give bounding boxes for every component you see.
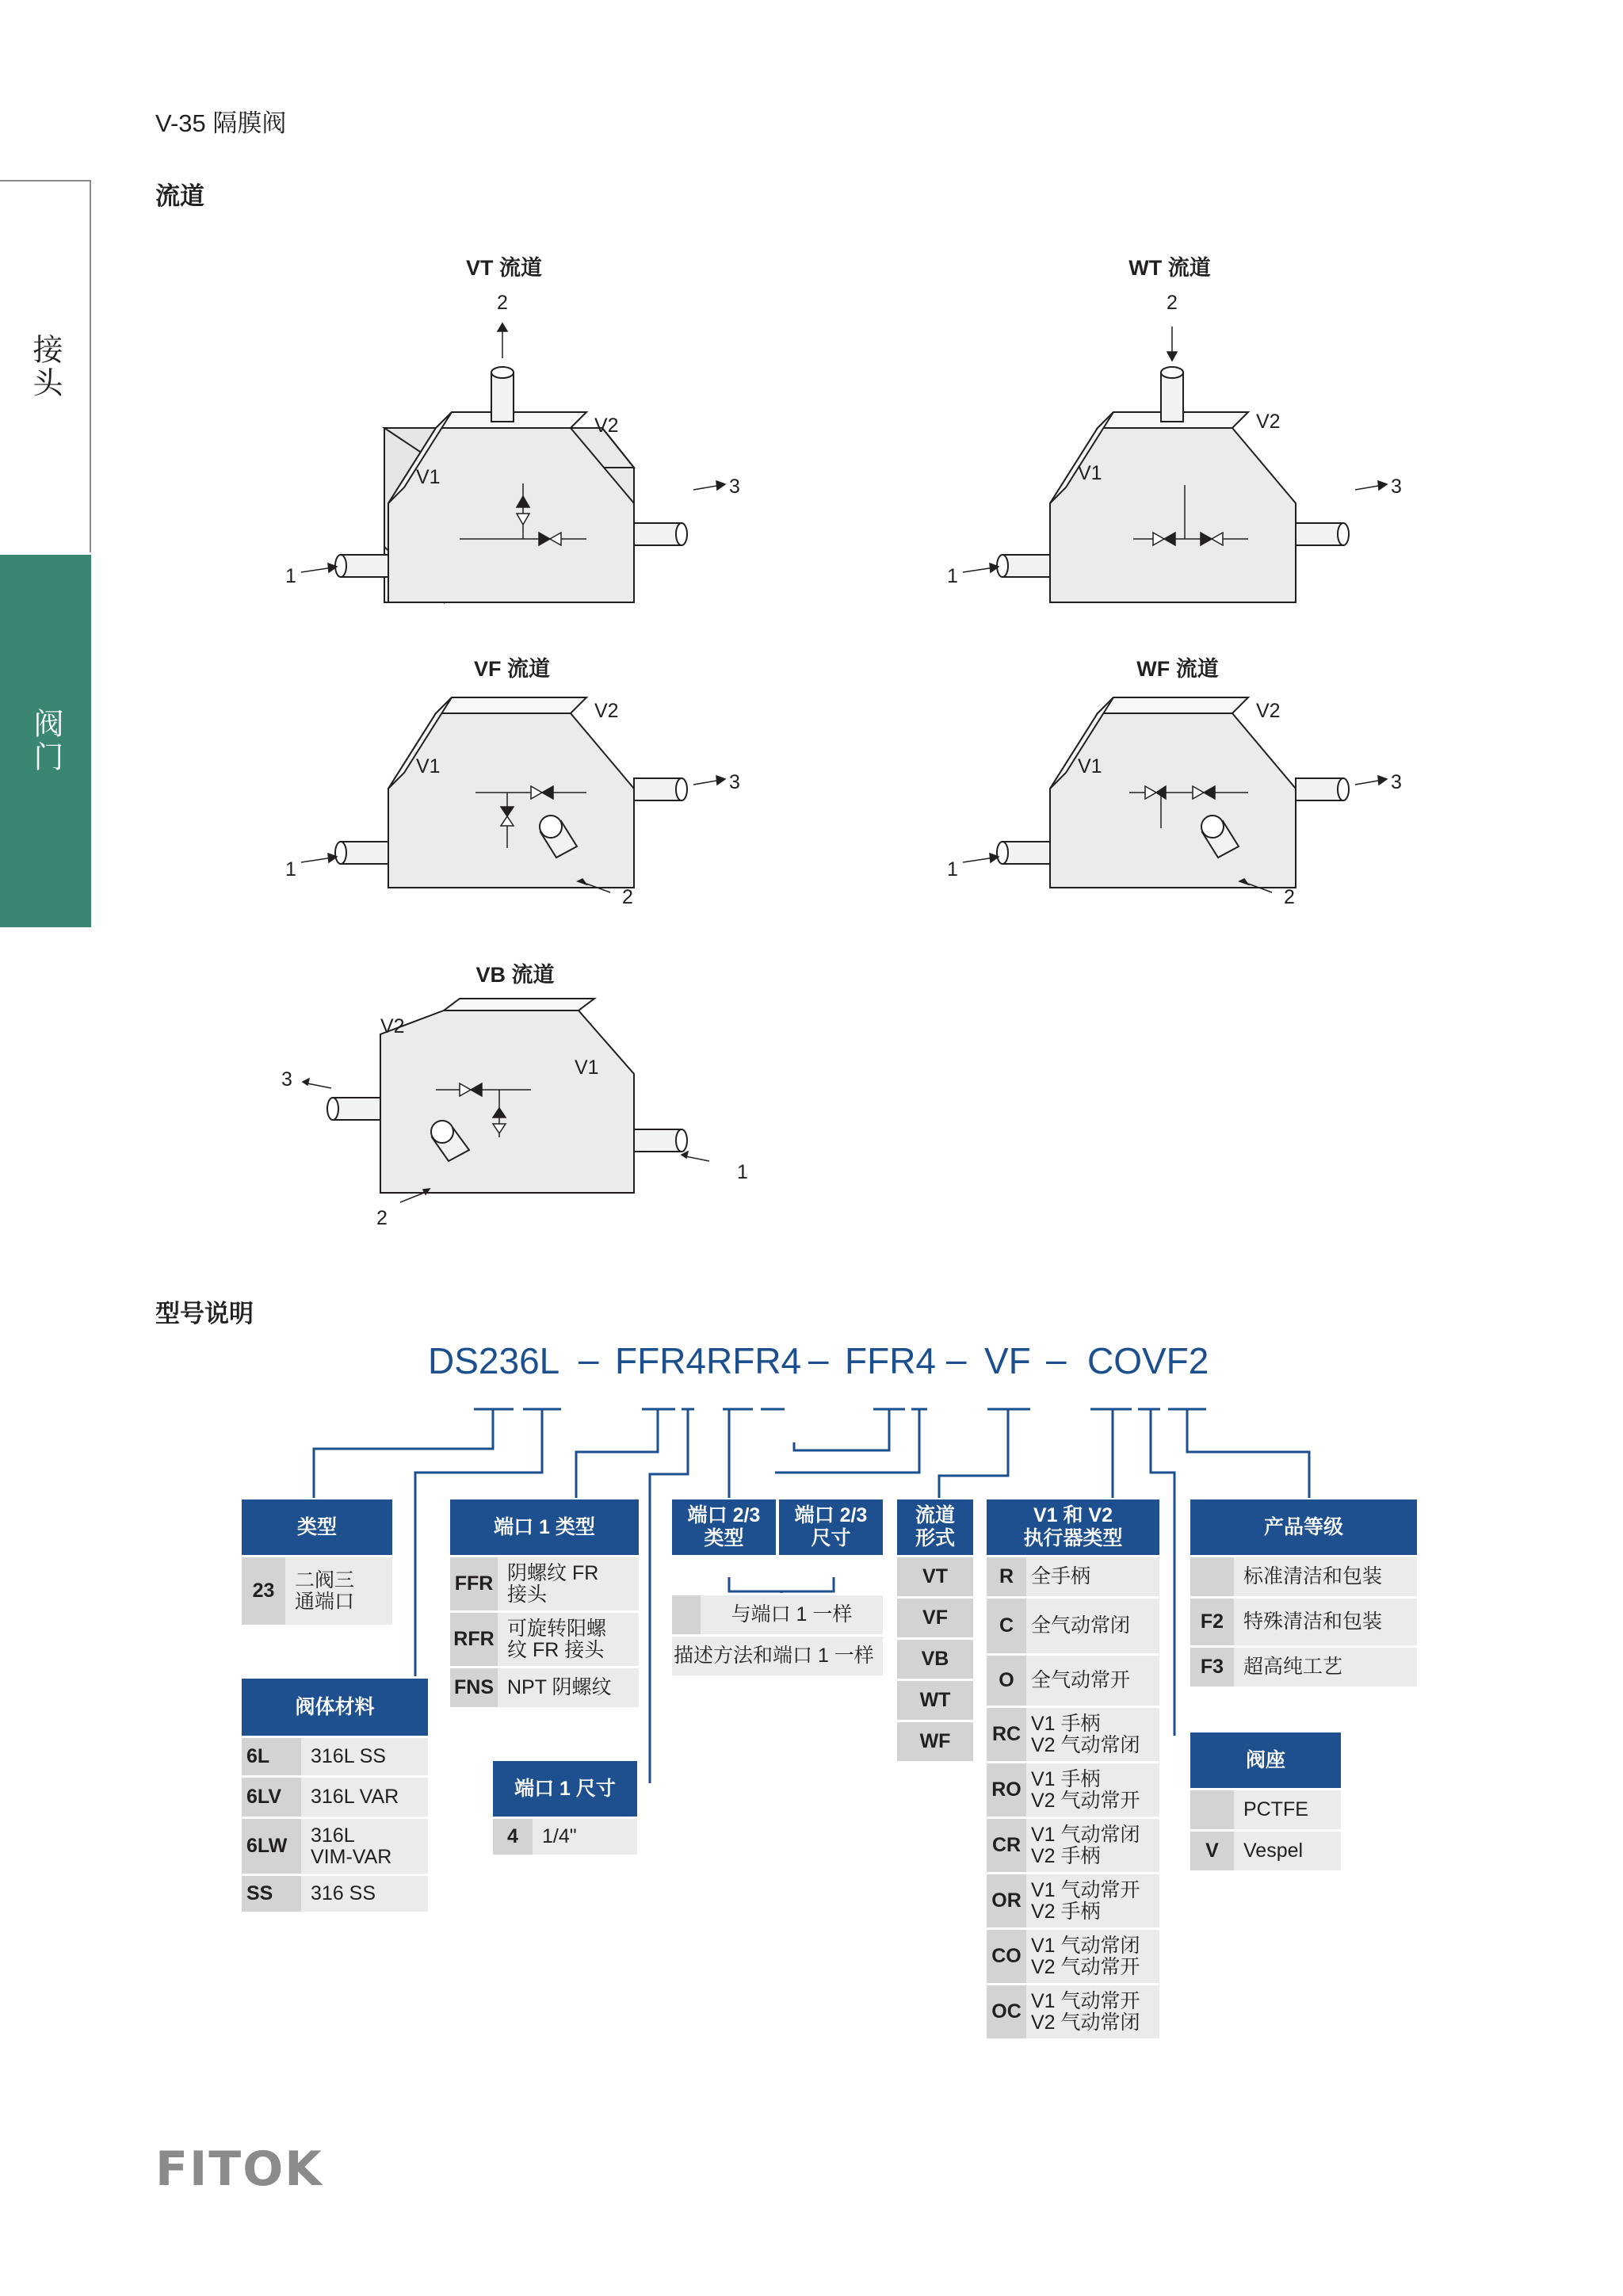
svg-text:2: 2 (1284, 886, 1295, 908)
svg-text:V2: V2 (1256, 700, 1281, 722)
side-tab-fittings[interactable]: 接头 (0, 180, 91, 552)
diagram-title-vf: VF 流道 (473, 657, 550, 681)
table-row (1190, 1596, 1417, 1645)
svg-text:2: 2 (1167, 292, 1178, 314)
option-desc: 316L SS (301, 1738, 428, 1775)
table-row (987, 1927, 1159, 1983)
option-desc: V1 手柄 V2 气动常闭 (1026, 1708, 1159, 1761)
option-desc: 全气动常开 (1026, 1656, 1159, 1706)
port23-table (672, 1499, 883, 1675)
option-desc: 特殊清洁和包装 (1234, 1599, 1417, 1645)
table-row (242, 1736, 428, 1775)
page-label: V-35 隔膜阀 (155, 109, 287, 137)
option-code: V (1190, 1832, 1234, 1870)
table-row (897, 1720, 973, 1761)
type-table (242, 1499, 392, 1625)
flow-path-table (897, 1499, 973, 1761)
ordering-section-title: 型号说明 (155, 1300, 254, 1328)
svg-text:2: 2 (497, 292, 508, 314)
model-code-segment: FFR4 (845, 1340, 936, 1381)
option-desc: V1 手柄 V2 气动常开 (1026, 1763, 1159, 1817)
model-code-separator: – (1046, 1339, 1067, 1380)
option-code: F2 (1190, 1599, 1234, 1645)
side-tab-valves[interactable]: 阀门 (0, 555, 91, 927)
option-code: VB (897, 1640, 973, 1679)
svg-text:3: 3 (729, 771, 740, 793)
diagram-title-vt: VT 流道 (465, 256, 542, 280)
model-code-segment: VF (984, 1340, 1031, 1381)
table-row (897, 1596, 973, 1637)
table-row (987, 1872, 1159, 1927)
option-desc: 全手柄 (1026, 1557, 1159, 1596)
svg-text:1: 1 (947, 565, 958, 587)
option-code: C (987, 1599, 1026, 1653)
svg-text:3: 3 (1391, 476, 1402, 498)
svg-text:V2: V2 (594, 415, 619, 437)
option-code: FNS (450, 1668, 498, 1707)
port1-size-table (493, 1761, 637, 1855)
product-grade-table-header: 产品等级 (1190, 1499, 1417, 1555)
port1-type-table-header: 端口 1 类型 (450, 1499, 639, 1555)
option-code: OR (987, 1874, 1026, 1927)
option-code: VF (897, 1599, 973, 1637)
wt-flow-diagram (923, 285, 1415, 618)
option-desc: 316L VAR (301, 1778, 428, 1817)
option-code: 6LV (242, 1778, 301, 1817)
option-desc: 1/4" (533, 1819, 637, 1855)
option-code: CR (987, 1819, 1026, 1872)
model-code-segment: FFR4RFR4 (615, 1340, 802, 1381)
body-material-table (242, 1679, 428, 1912)
svg-text:2: 2 (376, 1207, 388, 1229)
table-row (242, 1555, 392, 1625)
port1-type-table (450, 1499, 639, 1707)
table-row (987, 1983, 1159, 2038)
actuator-table-header: V1 和 V2 执行器类型 (987, 1499, 1159, 1555)
option-desc: 与端口 1 一样 (701, 1595, 883, 1634)
option-code: SS (242, 1876, 301, 1912)
svg-text:1: 1 (947, 858, 958, 881)
seat-table (1190, 1733, 1341, 1870)
table-row (897, 1637, 973, 1679)
option-code: 23 (242, 1557, 285, 1625)
svg-text:1: 1 (285, 858, 296, 881)
option-desc: 可旋转阳螺 纹 FR 接头 (498, 1613, 639, 1666)
svg-text:V1: V1 (416, 466, 441, 488)
flow-section-title: 流道 (155, 182, 204, 210)
port1-size-table-header: 端口 1 尺寸 (493, 1761, 637, 1817)
option-code (672, 1595, 701, 1634)
option-code: FFR (450, 1557, 498, 1610)
svg-text:1: 1 (285, 565, 296, 587)
option-code: 6L (242, 1738, 301, 1775)
option-desc: PCTFE (1234, 1790, 1341, 1829)
model-code (0, 1339, 1623, 1395)
port23-size-header: 端口 2/3 尺寸 (779, 1499, 883, 1555)
option-desc: 全气动常闭 (1026, 1599, 1159, 1653)
svg-text:V1: V1 (1078, 462, 1102, 484)
svg-text:V2: V2 (380, 1015, 405, 1037)
option-code: RC (987, 1708, 1026, 1761)
diagram-title-wt: WT 流道 (1128, 256, 1211, 280)
model-code-segment: COVF2 (1087, 1340, 1209, 1381)
table-row (897, 1555, 973, 1596)
option-code (1190, 1557, 1234, 1596)
option-code: 6LW (242, 1819, 301, 1874)
option-desc: 316 SS (301, 1876, 428, 1912)
vf-flow-diagram (262, 690, 753, 927)
option-code: OC (987, 1985, 1026, 2038)
svg-text:V1: V1 (575, 1056, 599, 1079)
svg-text:3: 3 (729, 476, 740, 498)
option-desc: 描述方法和端口 1 一样 (672, 1637, 883, 1675)
option-code: WT (897, 1681, 973, 1720)
vt-flow-diagram (262, 285, 753, 618)
seat-table-header: 阀座 (1190, 1733, 1341, 1788)
product-grade-table (1190, 1499, 1417, 1687)
svg-text:V2: V2 (1256, 411, 1281, 433)
table-row (987, 1653, 1159, 1706)
wf-flow-diagram (923, 690, 1415, 927)
table-row (987, 1761, 1159, 1817)
model-code-separator: – (946, 1339, 967, 1380)
flow-path-table-header: 流道 形式 (897, 1499, 973, 1555)
diagram-title-vb: VB 流道 (475, 963, 555, 987)
option-code: R (987, 1557, 1026, 1596)
option-desc: V1 气动常闭 V2 气动常开 (1026, 1930, 1159, 1983)
table-row (450, 1666, 639, 1707)
type-table-header: 类型 (242, 1499, 392, 1555)
table-row (242, 1775, 428, 1817)
option-desc: 316L VIM-VAR (301, 1819, 428, 1874)
model-code-separator: – (808, 1339, 829, 1380)
option-code: O (987, 1656, 1026, 1706)
svg-text:1: 1 (737, 1161, 748, 1183)
actuator-table (987, 1499, 1159, 2038)
table-row (897, 1679, 973, 1720)
svg-text:V2: V2 (594, 700, 619, 722)
option-code: WF (897, 1722, 973, 1761)
table-row (493, 1817, 637, 1855)
vb-flow-diagram (262, 995, 753, 1232)
table-row (987, 1555, 1159, 1596)
option-code: F3 (1190, 1648, 1234, 1687)
svg-text:V1: V1 (1078, 755, 1102, 777)
body-material-table-header: 阀体材料 (242, 1679, 428, 1736)
option-desc: 超高纯工艺 (1234, 1648, 1417, 1687)
table-row (672, 1634, 883, 1675)
option-code: RFR (450, 1613, 498, 1666)
diagram-title-wf: WF 流道 (1136, 657, 1219, 681)
option-code (1190, 1790, 1234, 1829)
option-desc: 标准清洁和包装 (1234, 1557, 1417, 1596)
option-desc: V1 气动常闭 V2 手柄 (1026, 1819, 1159, 1872)
svg-text:V1: V1 (416, 755, 441, 777)
option-desc: V1 气动常开 V2 手柄 (1026, 1874, 1159, 1927)
option-code: CO (987, 1930, 1026, 1983)
option-desc: Vespel (1234, 1832, 1341, 1870)
table-row (450, 1610, 639, 1666)
table-row (1190, 1788, 1341, 1829)
option-desc: V1 气动常开 V2 气动常闭 (1026, 1985, 1159, 2038)
table-row (672, 1593, 883, 1634)
port23-type-header: 端口 2/3 类型 (672, 1499, 776, 1555)
option-desc: NPT 阴螺纹 (498, 1668, 639, 1707)
option-code: 4 (493, 1819, 533, 1855)
table-row (987, 1706, 1159, 1761)
table-row (1190, 1555, 1417, 1596)
table-row (450, 1555, 639, 1610)
table-row (1190, 1829, 1341, 1870)
svg-text:3: 3 (281, 1068, 292, 1091)
model-code-separator: – (579, 1339, 599, 1380)
table-row (242, 1817, 428, 1874)
svg-text:3: 3 (1391, 771, 1402, 793)
table-row (987, 1817, 1159, 1872)
model-code-segment: DS236L (428, 1340, 560, 1381)
option-code: VT (897, 1557, 973, 1596)
table-row (987, 1596, 1159, 1653)
option-code: RO (987, 1763, 1026, 1817)
fitok-logo: FITOK (155, 2141, 323, 2197)
option-desc: 阴螺纹 FR 接头 (498, 1557, 639, 1610)
table-row (1190, 1645, 1417, 1687)
table-row (242, 1874, 428, 1912)
svg-text:2: 2 (622, 886, 633, 908)
option-desc: 二阀三 通端口 (285, 1557, 392, 1625)
